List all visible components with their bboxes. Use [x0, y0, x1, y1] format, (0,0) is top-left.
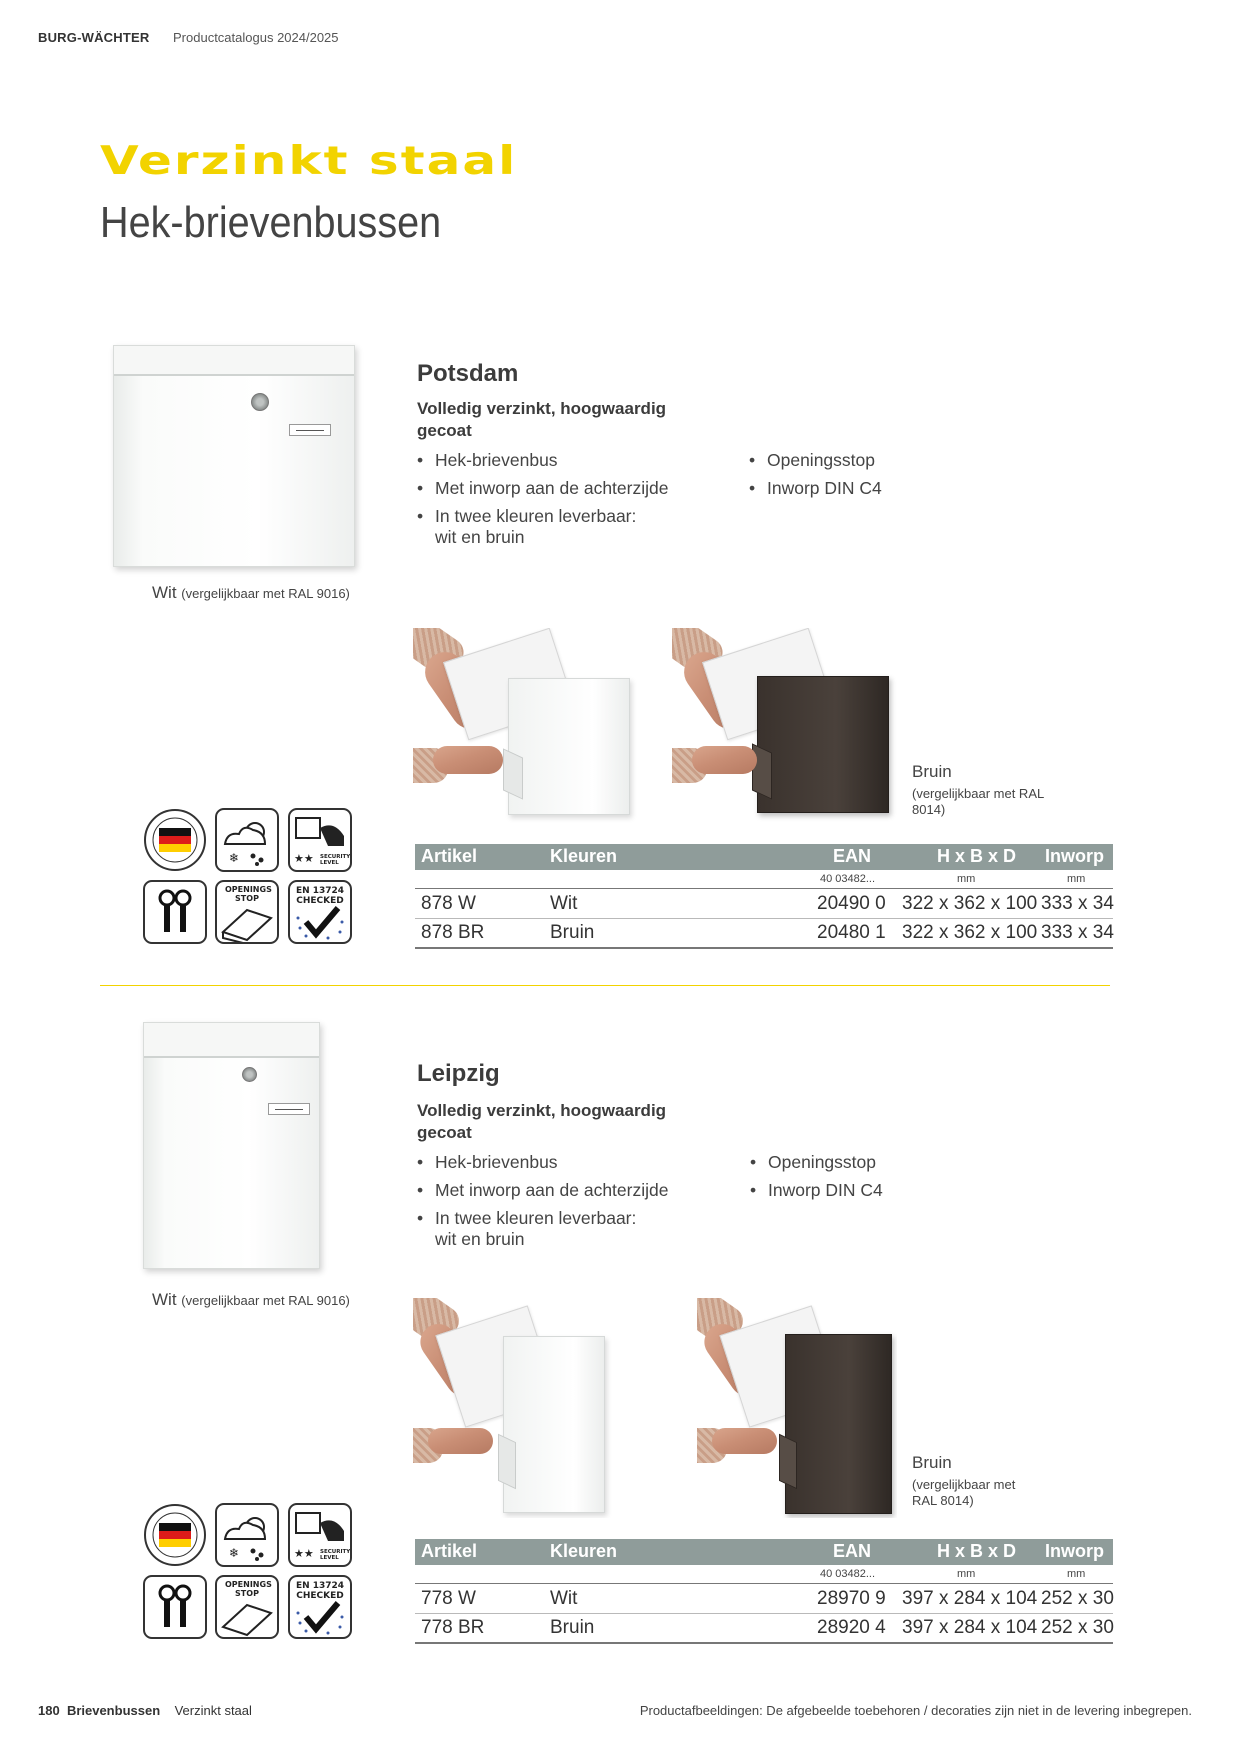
svg-text:★★: ★★: [294, 1547, 314, 1560]
svg-text:★★: ★★: [294, 852, 314, 865]
product-table-header: [415, 1539, 1113, 1565]
weather-resistant-icon: [215, 808, 279, 872]
caption-note: (vergelijkbaar met RAL 9016): [181, 586, 350, 601]
leipzig-brown-in-use-photo: [697, 1298, 897, 1518]
feature-text: In twee kleuren leverbaar:: [435, 1208, 637, 1228]
en-standard-label: EN 13724: [295, 886, 345, 896]
unit-hbd: mm: [957, 1568, 976, 1580]
feature-item: • Met inworp aan de achterzijde: [417, 1176, 737, 1204]
product-subtitle: Volledig verzinkt, hoogwaardig gecoat: [417, 1101, 667, 1142]
security-level-icon: [288, 1503, 352, 1567]
keys-icon: [143, 880, 207, 944]
cell-ean: 20480 1: [817, 922, 886, 943]
table-row: [415, 890, 1113, 919]
col-hbd: H x B x D: [937, 846, 1017, 866]
security-level-label: SECURITY LEVEL: [320, 1549, 351, 1561]
leipzig-color-caption: [152, 1290, 350, 1310]
potsdam-color-caption: [152, 583, 350, 603]
cell-hbd: 397 x 284 x 104: [902, 1617, 1038, 1638]
cell-artikel: 778 BR: [421, 1617, 485, 1638]
col-ean: EAN: [833, 846, 872, 866]
brand-name: BURG-WÄCHTER: [38, 30, 150, 45]
feature-item: [417, 1204, 737, 1250]
caption-main: Wit: [152, 1290, 177, 1309]
col-inworp: Inworp: [1045, 846, 1104, 866]
unit-ean: 40 03482...: [820, 1568, 876, 1580]
feature-item: • Inworp DIN C4: [750, 1176, 950, 1204]
en-checked-label: CHECKED: [296, 896, 344, 906]
caption-note: (vergelijkbaar met RAL 8014): [912, 786, 1044, 817]
unit-inworp: mm: [1067, 1568, 1086, 1580]
cell-inworp: 333 x 34: [1041, 922, 1114, 943]
col-inworp: Inworp: [1045, 1541, 1104, 1561]
cell-kleur: Wit: [550, 1588, 578, 1609]
product-table-units: [415, 872, 1113, 889]
footer-disclaimer: Productafbeeldingen: De afgebeelde toebehoren / decoraties zijn niet in de levering inbegrepen.: [639, 1703, 1192, 1718]
feature-continuation: wit en bruin: [435, 1229, 525, 1249]
cell-kleur: Bruin: [550, 1617, 595, 1638]
en-13724-checked-icon: [288, 880, 352, 944]
en-13724-checked-icon: [288, 1575, 352, 1639]
potsdam-product-photo: [113, 345, 355, 567]
svg-text:❄: ❄: [229, 851, 240, 865]
en-standard-label: EN 13724: [295, 1581, 345, 1591]
footer-subsection: Verzinkt staal: [174, 1703, 252, 1718]
caption-main: Wit: [152, 583, 177, 602]
feature-item: • Openingsstop: [749, 446, 949, 474]
col-kleuren: Kleuren: [550, 1541, 618, 1561]
footer-section: Brievenbussen: [66, 1703, 161, 1718]
openings-stop-icon: [215, 1575, 279, 1639]
section-divider: [100, 985, 1110, 986]
caption-note: (vergelijkbaar met RAL 8014): [912, 1477, 1016, 1508]
unit-ean: 40 03482...: [820, 873, 876, 885]
col-artikel: Artikel: [421, 1541, 478, 1561]
openings-stop-label: OPENINGS STOP: [225, 885, 272, 903]
brown-color-caption: [912, 762, 1052, 818]
product-name: Potsdam: [417, 360, 519, 387]
unit-inworp: mm: [1067, 873, 1086, 885]
svg-text:❄: ❄: [229, 1546, 240, 1560]
product-name: Leipzig: [417, 1060, 500, 1087]
page-number: 180: [38, 1703, 60, 1718]
col-artikel: Artikel: [421, 846, 478, 866]
unit-hbd: mm: [957, 873, 976, 885]
openings-stop-icon: [215, 880, 279, 944]
caption-note: (vergelijkbaar met RAL 9016): [181, 1293, 350, 1308]
cell-ean: 20490 0: [817, 893, 886, 914]
potsdam-white-in-use-photo: [413, 628, 638, 823]
cell-inworp: 333 x 34: [1041, 893, 1114, 914]
cell-artikel: 778 W: [421, 1588, 476, 1609]
cell-artikel: 878 BR: [421, 922, 485, 943]
product-subtitle: Volledig verzinkt, hoogwaardig gecoat: [417, 399, 667, 440]
security-level-icon: [288, 808, 352, 872]
feature-continuation: wit en bruin: [435, 527, 525, 547]
cell-kleur: Bruin: [550, 922, 595, 943]
col-kleuren: Kleuren: [550, 846, 618, 866]
cell-artikel: 878 W: [421, 893, 476, 914]
page-title-category: Hek-brievenbussen: [100, 198, 442, 247]
cell-kleur: Wit: [550, 893, 578, 914]
feature-item: • Inworp DIN C4: [749, 474, 949, 502]
footer-pagination: [38, 1703, 252, 1718]
caption-main: Bruin: [912, 1453, 952, 1472]
cell-inworp: 252 x 30: [1041, 1588, 1114, 1609]
brown-color-caption: [912, 1453, 1032, 1509]
page-title-material: Verzinkt staal: [100, 138, 518, 184]
table-row: [415, 1585, 1113, 1614]
table-row: [415, 919, 1113, 949]
cell-ean: 28920 4: [817, 1617, 886, 1638]
col-ean: EAN: [833, 1541, 872, 1561]
feature-text: In twee kleuren leverbaar:: [435, 506, 637, 526]
feature-list-left: [417, 1148, 737, 1250]
quality-made-in-germany-seal: [143, 808, 207, 872]
cell-inworp: 252 x 30: [1041, 1617, 1114, 1638]
feature-item: • Hek-brievenbus: [417, 446, 737, 474]
col-hbd: H x B x D: [937, 1541, 1017, 1561]
cell-hbd: 397 x 284 x 104: [902, 1588, 1038, 1609]
keys-icon: [143, 1575, 207, 1639]
quality-made-in-germany-seal: [143, 1503, 207, 1567]
potsdam-brown-in-use-photo: [672, 628, 897, 823]
en-checked-label: CHECKED: [296, 1591, 344, 1601]
cell-hbd: 322 x 362 x 100: [902, 922, 1038, 943]
weather-resistant-icon: [215, 1503, 279, 1567]
security-level-label: SECURITY LEVEL: [320, 854, 351, 866]
feature-list-right: [750, 1148, 950, 1204]
table-row: [415, 1614, 1113, 1644]
cell-ean: 28970 9: [817, 1588, 886, 1609]
openings-stop-label: OPENINGS STOP: [225, 1580, 272, 1598]
feature-list-right: [749, 446, 949, 502]
feature-item: • Openingsstop: [750, 1148, 950, 1176]
leipzig-product-photo: [143, 1022, 320, 1269]
catalog-title: Productcatalogus 2024/2025: [173, 30, 339, 45]
feature-item: • Hek-brievenbus: [417, 1148, 737, 1176]
product-table-units: [415, 1567, 1113, 1584]
feature-item: [417, 502, 737, 548]
caption-main: Bruin: [912, 762, 952, 781]
feature-item: • Met inworp aan de achterzijde: [417, 474, 737, 502]
feature-list-left: [417, 446, 737, 548]
product-table-header: [415, 844, 1113, 870]
cell-hbd: 322 x 362 x 100: [902, 893, 1038, 914]
leipzig-white-in-use-photo: [413, 1298, 613, 1518]
